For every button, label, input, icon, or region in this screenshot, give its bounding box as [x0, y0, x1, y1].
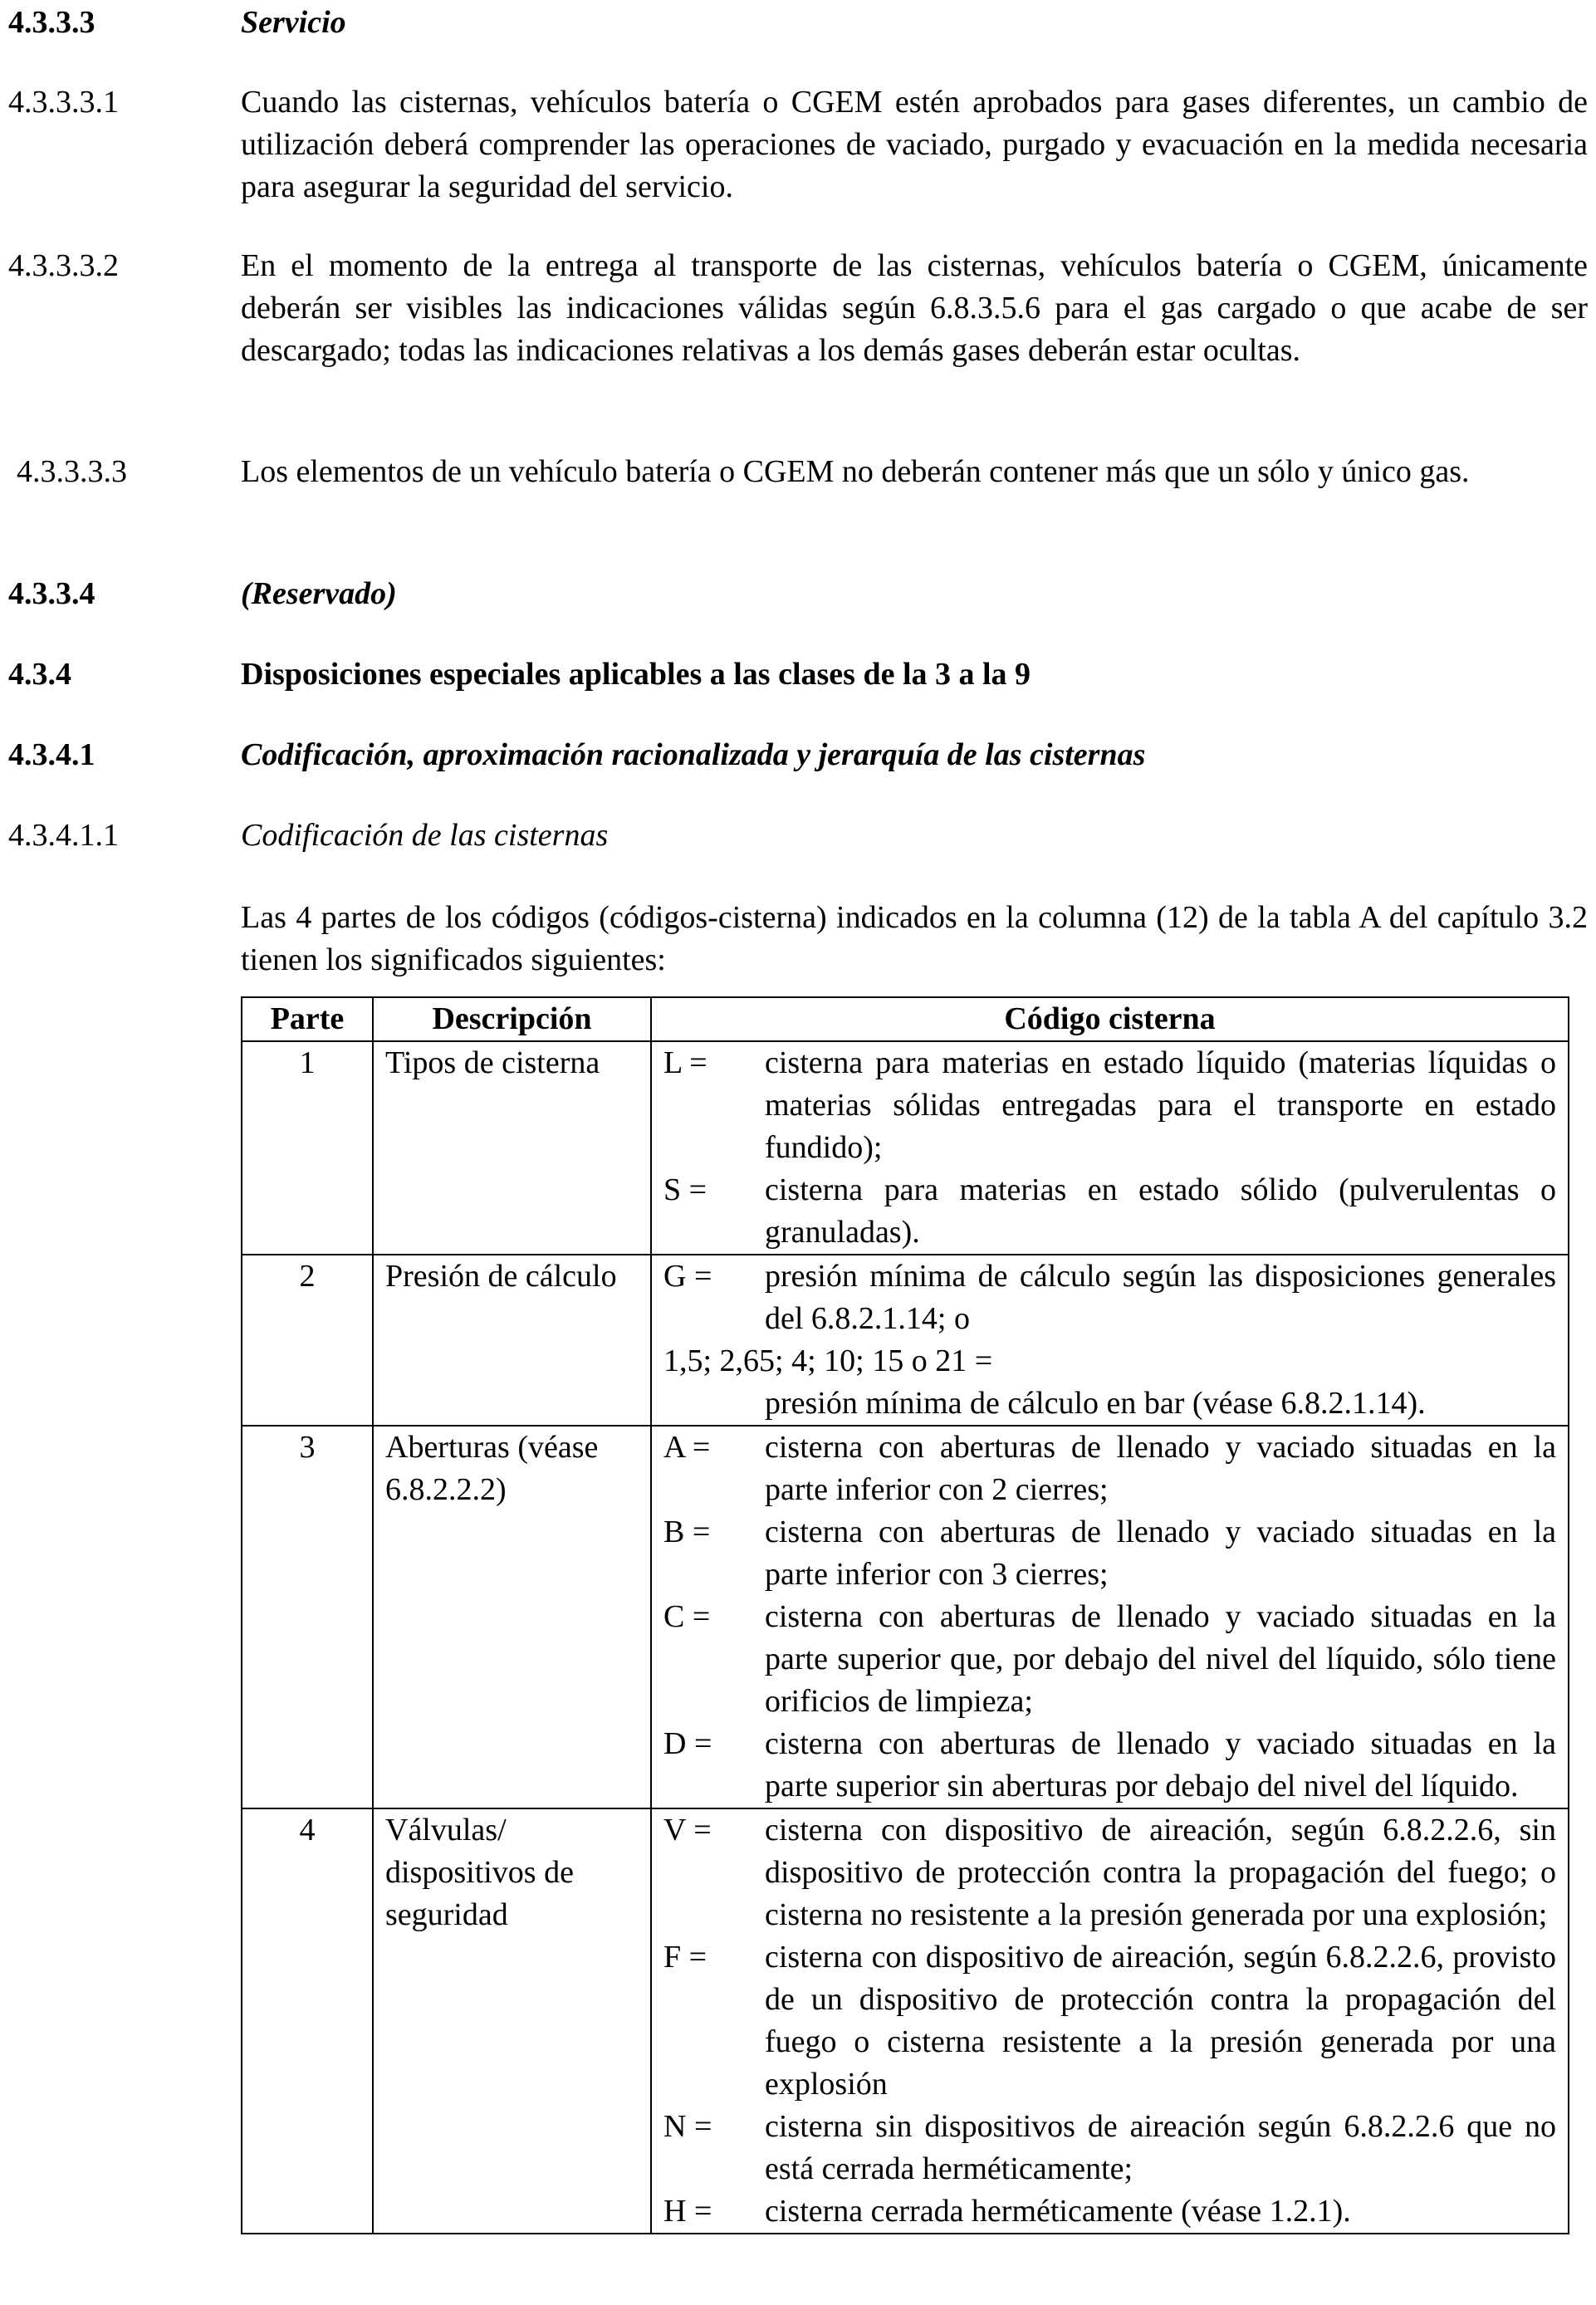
code-entry: [663, 1936, 1556, 2106]
section-number: 4.3.3.3: [8, 5, 95, 40]
code-entry: [663, 2190, 1556, 2233]
code-key: F =: [663, 1940, 707, 1975]
code-key: L =: [663, 1045, 707, 1080]
section-number: 4.3.3.3.3: [17, 454, 127, 489]
header-codigo-cisterna: Código cisterna: [651, 997, 1569, 1041]
section-number: 4.3.3.4: [8, 576, 95, 611]
codigo-cell: [651, 1255, 1569, 1426]
code-key: B =: [663, 1515, 711, 1549]
code-key: N =: [663, 2109, 712, 2144]
code-value: cisterna con aberturas de llenado y vaciado situadas en la parte inferior con 2 cierres;: [765, 1430, 1556, 1507]
code-value: presión mínima de cálculo en bar (véase 6.8.2.1.14).: [765, 1386, 1426, 1421]
code-entry: [663, 1723, 1556, 1808]
code-entry: [663, 1809, 1556, 1936]
code-key: S =: [663, 1172, 707, 1207]
code-entry: [663, 1511, 1556, 1596]
parte-cell: 3: [242, 1426, 373, 1808]
code-value: cisterna sin dispositivos de aireación según 6.8.2.2.6 que no está cerrada herméticamente;: [765, 2109, 1556, 2186]
section-title: (Reservado): [241, 576, 397, 611]
code-value: cisterna con aberturas de llenado y vaciado situadas en la parte inferior con 3 cierres;: [765, 1515, 1556, 1592]
code-key: A =: [663, 1430, 711, 1465]
section-number: 4.3.4.1.1: [8, 818, 119, 853]
section-paragraph: En el momento de la entrega al transporte de las cisternas, vehículos batería o CGEM, únicamente deberán ser visibles las indicaciones válidas según 6.8.3.5.6 para el gas cargado o que acabe de ser descargado; todas las indicaciones relativas a los demás gases deberán estar ocultas.: [241, 248, 1588, 368]
code-entry: [663, 1596, 1556, 1723]
header-descripcion: Descripción: [373, 997, 651, 1041]
table-row: [242, 1808, 1569, 2234]
section-title: Servicio: [241, 5, 346, 40]
descripcion-cell: Válvulas/ dispositivos de seguridad: [373, 1808, 651, 2234]
code-key: 1,5; 2,65; 4; 10; 15 o 21 =: [663, 1343, 993, 1378]
section-title: Codificación de las cisternas: [241, 818, 609, 853]
section-number: 4.3.3.3.2: [8, 248, 119, 283]
table-header-row: [242, 997, 1569, 1041]
code-value: cisterna con aberturas de llenado y vaciado situadas en la parte superior sin aberturas por debajo del nivel del líquido.: [765, 1726, 1556, 1803]
codigo-cell: [651, 1808, 1569, 2234]
codigo-cell: [651, 1426, 1569, 1808]
section-number: 4.3.3.3.1: [8, 85, 119, 120]
code-value: cisterna con dispositivo de aireación, según 6.8.2.2.6, provisto de un dispositivo de protección contra la propagación del fuego o cisterna resistente a la presión generada por una explosión: [765, 1940, 1556, 2102]
table-row: [242, 1255, 1569, 1426]
code-value: cisterna con aberturas de llenado y vaciado situadas en la parte superior que, por debajo del nivel del líquido, sólo tiene orificios de limpieza;: [765, 1599, 1556, 1719]
code-key: D =: [663, 1726, 712, 1761]
code-key: V =: [663, 1813, 712, 1847]
parte-cell: 1: [242, 1041, 373, 1255]
descripcion-cell: Aberturas (véase 6.8.2.2.2): [373, 1426, 651, 1808]
parte-cell: 2: [242, 1255, 373, 1426]
code-key: H =: [663, 2194, 712, 2229]
section-number: 4.3.4: [8, 657, 71, 692]
section-title: Codificación, aproximación racionalizada y jerarquía de las cisternas: [241, 737, 1146, 772]
codigo-cell: [651, 1041, 1569, 1255]
tank-code-table: [241, 996, 1569, 2234]
code-value: cisterna con dispositivo de aireación, según 6.8.2.2.6, sin dispositivo de protección contra la propagación del fuego; o cisterna no resistente a la presión generada por una explosión;: [765, 1813, 1556, 1932]
code-entry: [663, 1427, 1556, 1511]
table-row: [242, 1041, 1569, 1255]
code-value: presión mínima de cálculo según las disposiciones generales del 6.8.2.1.14; o: [765, 1259, 1556, 1336]
code-value: cisterna para materias en estado líquido (materias líquidas o materias sólidas entregadas para el transporte en estado fundido);: [765, 1045, 1556, 1165]
parte-cell: 4: [242, 1808, 373, 2234]
code-key: C =: [663, 1599, 711, 1634]
code-entry: [663, 1255, 1556, 1340]
section-title: Disposiciones especiales aplicables a las clases de la 3 a la 9: [241, 657, 1031, 692]
header-parte: Parte: [242, 997, 373, 1041]
descripcion-cell: Presión de cálculo: [373, 1255, 651, 1426]
code-entry: [663, 1169, 1556, 1254]
code-value: cisterna para materias en estado sólido (pulverulentas o granuladas).: [765, 1172, 1556, 1250]
code-entry: [663, 1042, 1556, 1169]
code-entry: [663, 2106, 1556, 2190]
section-paragraph: Los elementos de un vehículo batería o CGEM no deberán contener más que un sólo y único gas.: [241, 454, 1470, 489]
section-paragraph: Las 4 partes de los códigos (códigos-cisterna) indicados en la columna (12) de la tabla A del capítulo 3.2 tienen los significados siguientes:: [241, 900, 1588, 977]
section-paragraph: Cuando las cisternas, vehículos batería o CGEM estén aprobados para gases diferentes, un cambio de utilización deberá comprender las operaciones de vaciado, purgado y evacuación en la medida necesaria para asegurar la seguridad del servicio.: [241, 85, 1588, 204]
code-value: cisterna cerrada herméticamente (véase 1.2.1).: [765, 2194, 1351, 2229]
section-number: 4.3.4.1: [8, 737, 95, 772]
table-row: [242, 1426, 1569, 1808]
code-key: G =: [663, 1259, 712, 1294]
descripcion-cell: Tipos de cisterna: [373, 1041, 651, 1255]
